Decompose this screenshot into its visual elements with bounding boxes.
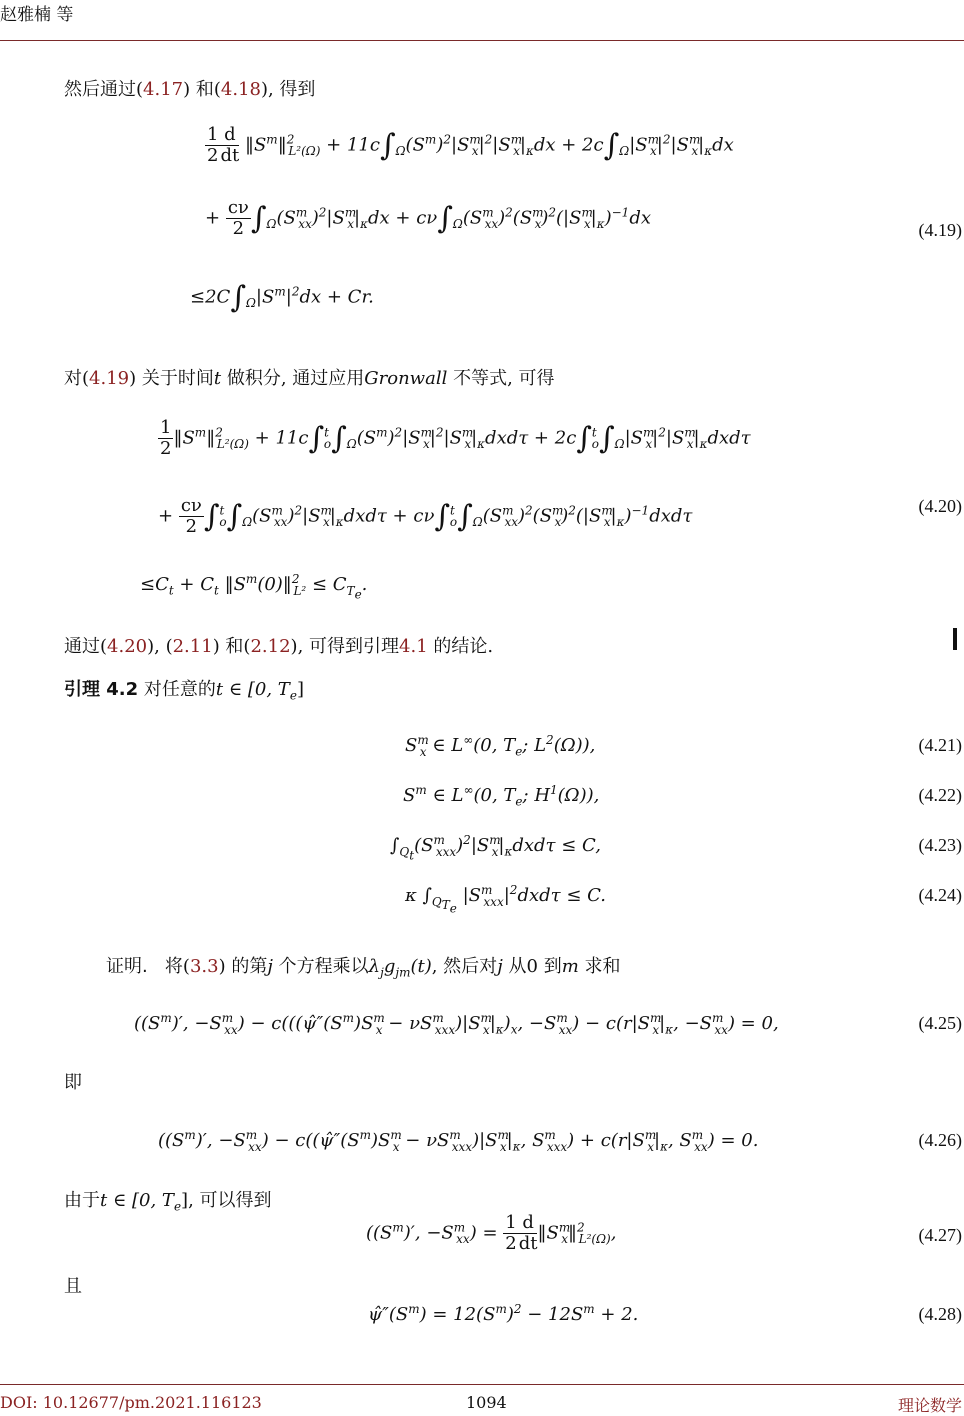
- equation-4-28: $\psî''(S^m) = 12(S^m)^2 - 12S^m + 2$.: [368, 1302, 639, 1325]
- lemma-text: 对任意的: [143, 679, 216, 700]
- qed-mark: [953, 628, 957, 650]
- lemma-ref-link[interactable]: 4.1: [399, 636, 428, 657]
- math-sub: e: [289, 688, 297, 703]
- equation-number: (4.23): [918, 835, 962, 855]
- text-fragment: ]: [296, 679, 304, 700]
- paragraph-intro-4-19: [64, 75, 315, 101]
- equation-ref-link[interactable]: 3.3: [189, 956, 219, 977]
- text-fragment: , 可以得到: [188, 1190, 272, 1211]
- equation-number: (4.24): [918, 885, 962, 905]
- proof-label: 证明.: [106, 956, 148, 977]
- footer-journal-name: 理论数学: [897, 1396, 962, 1415]
- equation-ref-link[interactable]: 4.18: [220, 79, 261, 100]
- equation-number: (4.20): [918, 496, 962, 516]
- running-header-author: 赵雅楠 等: [0, 5, 74, 25]
- equation-4-21: $S^m_x$ ∈ L∞(0, $T_e$; $L^2(\Omega)$),: [405, 733, 596, 759]
- math-var: j: [497, 956, 503, 977]
- math-name: Gronwall: [364, 368, 448, 389]
- text-fragment: 到: [537, 956, 562, 977]
- text-fragment: ) 的第: [218, 956, 268, 977]
- footer-page-number: 1094: [466, 1393, 507, 1412]
- equation-4-19-line-2: + $\frac{c\nu}{2}$ $\int_\Omega(S^m_{xx})^2|S^m_x|_\kappa dx + c\nu\int_\Omega(S^m_{xx})^2(S^m_x)^2(|S^m_x|_\kappa)^{-1}dx$: [205, 197, 651, 239]
- equation-4-25: ($(S^m)'$, $-S^m_{xx}$) − $c(((\psî''(S^m)S^m_x - \nu S^m_{xxx})|S^m_x|_\kappa)_x$, $-S^m_{xx}) - c(r|S^m_x|_\kappa$, $-S^m_{xx}) = 0$,: [134, 1011, 779, 1037]
- text-fragment: 由于: [64, 1190, 100, 1211]
- math-var: m: [561, 956, 579, 977]
- equation-4-27: ($(S^m)'$, $-S^m_{xx}$) = $\frac{1}{2}$ $\frac{d}{dt}$ $‖S^m_x‖^2_{L^2(\Omega)}$,: [366, 1212, 617, 1254]
- math-var: λ: [368, 956, 381, 977]
- math-sub: jm: [395, 965, 411, 980]
- text-fragment: 将(: [164, 956, 190, 977]
- math-var: g: [383, 956, 396, 977]
- equation-4-26: ($(S^m)'$, $-S^m_{xx}$) − $c((\psî''(S^m)S^m_x - \nu S^m_{xxx})|S^m_x|_\kappa$, $S^m_{xxx}) + c(r|S^m_x|_\kappa$, $S^m_{xx}) = 0$.: [158, 1128, 759, 1154]
- equation-number: (4.22): [918, 785, 962, 805]
- equation-ref-link[interactable]: 2.12: [250, 636, 291, 657]
- paragraph-ji: 即: [64, 1072, 82, 1093]
- equation-4-20-line-1: $\frac{1}{2}$ $‖S^m‖^2_{L^2(\Omega)} + 11c\int^t_o\int_\Omega(S^m)^2|S^m_x|^2|S^m_x|_\kappa dxd\tau + 2c\int^t_o\int_\Omega|S^m_x|^2|S^m_x|_\kappa dxd\tau$: [160, 417, 751, 459]
- text-fragment: 个方程乘以: [272, 956, 369, 977]
- math-var: t: [213, 368, 222, 389]
- text-fragment: ) 和(: [212, 636, 251, 657]
- text-fragment: , 然后对: [431, 956, 498, 977]
- text-fragment: 然后通过(: [64, 79, 144, 100]
- text-fragment: ) 和(: [183, 79, 221, 100]
- text-fragment: 求和: [578, 956, 621, 977]
- math-var: j: [267, 956, 273, 977]
- equation-ref-link[interactable]: 4.20: [107, 636, 148, 657]
- paragraph-integrate-gronwall: [64, 364, 555, 390]
- paragraph-qie: 且: [64, 1276, 82, 1297]
- math-sub: e: [173, 1199, 182, 1214]
- text-fragment: 不等式, 可得: [447, 368, 555, 389]
- math-var: (t): [410, 956, 432, 977]
- proof-intro: [106, 952, 621, 980]
- text-fragment: ]: [181, 1190, 189, 1211]
- equation-number: (4.21): [918, 735, 962, 755]
- text-fragment: 做积分, 通过应用: [221, 368, 365, 389]
- equation-number: (4.27): [918, 1225, 962, 1245]
- equation-number: (4.26): [918, 1130, 962, 1150]
- header-rule: [0, 40, 964, 41]
- footer-doi-link[interactable]: DOI: 10.12677/pm.2021.116123: [0, 1393, 262, 1412]
- lemma-4-2-statement: [64, 675, 304, 703]
- footer-rule: [0, 1384, 964, 1385]
- lemma-label: 引理 4.2: [64, 679, 139, 700]
- equation-ref-link[interactable]: 2.11: [172, 636, 213, 657]
- text-fragment: 的结论.: [427, 636, 494, 657]
- text-fragment: ), 可得到引理: [290, 636, 400, 657]
- equation-4-20-line-3: $\le C_t + C_t$ $‖S^m(0)‖^2_{L^2} \le C_{T_e}$.: [140, 572, 368, 601]
- text-fragment: ), 得到: [260, 79, 316, 100]
- math-var: t ∈ [0, T: [100, 1190, 174, 1211]
- equation-number: (4.19): [918, 220, 962, 240]
- equation-4-23: $\int_{Q_t}(S^m_{xxx})^2|S^m_x|_\kappa dxd\tau \le C$,: [390, 833, 601, 862]
- equation-4-19-line-3: $\le 2C\int_\Omega|S^m|^2dx + Cr$.: [190, 280, 374, 315]
- text-fragment: 从: [502, 956, 527, 977]
- lemma-condition: t ∈ [0, T: [215, 679, 290, 700]
- paragraph-conclusion-lemma-4-1: [64, 632, 493, 658]
- math-sub: j: [380, 965, 384, 980]
- equation-number: (4.28): [918, 1304, 962, 1324]
- equation-ref-link[interactable]: 4.19: [89, 368, 130, 389]
- math-num: 0: [526, 956, 538, 977]
- text-fragment: 通过(: [64, 636, 108, 657]
- equation-4-20-line-2: + $\frac{c\nu}{2}$ $\int^t_o\int_\Omega(S^m_{xx})^2|S^m_x|_\kappa dxd\tau + c\nu\int^t_o\int_\Omega(S^m_{xx})^2(S^m_x)^2(|S^m_x|_\kappa)^{-1}dxd\tau$: [158, 495, 693, 537]
- equation-4-24: κ $\int_{Q_{T_e}}$ $|S^m_{xxx}|^2dxd\tau \le C$.: [405, 883, 606, 916]
- text-fragment: ), (: [147, 636, 173, 657]
- equation-number: (4.25): [918, 1013, 962, 1033]
- text-fragment: ) 关于时间: [129, 368, 214, 389]
- equation-4-22: $S^m$ ∈ L∞(0, $T_e$; $H^1(\Omega)$),: [403, 783, 600, 809]
- equation-4-19-line-1: $\frac{1}{2}$ $\frac{d}{dt}$ $‖S^m‖^2_{L^2(\Omega)} + 11c\int_\Omega(S^m)^2|S^m_x|^2|S^m_x|_\kappa dx + 2c\int_\Omega|S^m_x|^2|S^m_x|_\kappa dx$: [207, 124, 734, 166]
- equation-ref-link[interactable]: 4.17: [143, 79, 184, 100]
- paragraph-since-t: [64, 1186, 272, 1214]
- text-fragment: 对(: [64, 368, 90, 389]
